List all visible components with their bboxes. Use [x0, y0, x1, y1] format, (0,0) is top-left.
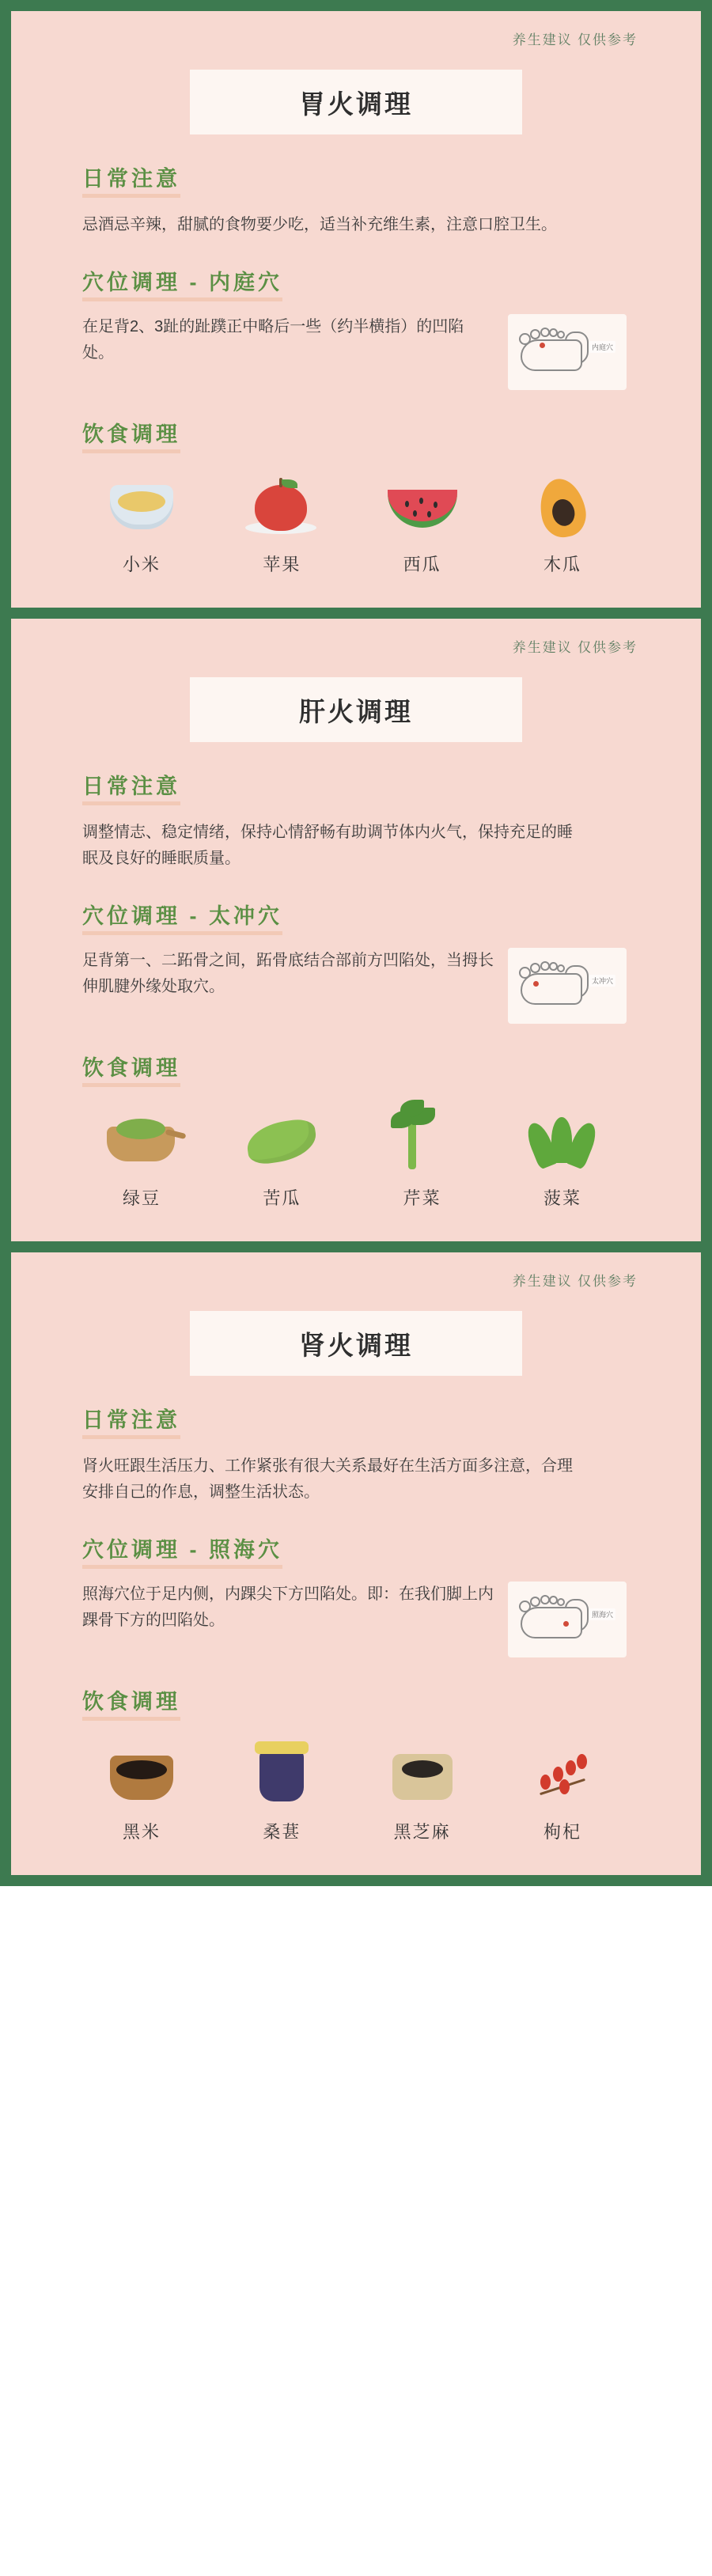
section-daily-notes — [46, 1403, 666, 1506]
food-label: 苹果 — [263, 555, 301, 574]
card-title-box — [190, 677, 522, 742]
section-heading-diet: 饮食调理 — [82, 1051, 180, 1087]
acupoint-image-label: 照海穴 — [589, 1608, 615, 1620]
card-liver-heat — [0, 619, 712, 1252]
food-label: 芹菜 — [403, 1188, 441, 1208]
watermark: 养生建议 仅供参考 — [512, 1274, 638, 1289]
food-item — [82, 474, 201, 576]
millet-bowl-icon — [100, 474, 183, 540]
food-label: 桑葚 — [263, 1822, 301, 1842]
food-label: 小米 — [122, 555, 161, 574]
daily-notes-text: 肾火旺跟生活压力、工作紧张有很大关系最好在生活方面多注意，合理安排自己的作息，调整生活状态。 — [82, 1457, 573, 1501]
papaya-icon — [521, 474, 604, 540]
section-daily-notes — [46, 161, 666, 238]
section-heading-acupoint: 穴位调理 - 太冲穴 — [82, 899, 282, 935]
food-item — [363, 474, 482, 576]
page-title: 肾火调理 — [299, 1330, 413, 1360]
section-heading-daily: 日常注意 — [82, 161, 180, 198]
food-item — [222, 1108, 341, 1210]
section-heading-daily: 日常注意 — [82, 769, 180, 805]
food-label: 黑米 — [122, 1822, 161, 1842]
section-acupoint — [46, 265, 666, 390]
section-heading-acupoint: 穴位调理 - 内庭穴 — [82, 265, 282, 301]
food-list — [46, 474, 666, 576]
acupoint-image-label: 太冲穴 — [589, 975, 615, 987]
section-heading-diet: 饮食调理 — [82, 1684, 180, 1721]
celery-icon — [381, 1108, 464, 1174]
food-label: 黑芝麻 — [393, 1822, 451, 1842]
acupoint-text: 照海穴位于足内侧，内踝尖下方凹陷处。即：在我们脚上内踝骨下方的凹陷处。 — [82, 1585, 494, 1629]
card-stomach-heat — [0, 0, 712, 619]
section-diet — [46, 417, 666, 453]
food-item — [503, 474, 622, 576]
acupoint-text: 在足背2、3趾的趾蹼正中略后一些（约半横指）的凹陷处。 — [82, 318, 464, 362]
section-diet — [46, 1051, 666, 1087]
food-item — [363, 1741, 482, 1843]
acupoint-image-label: 内庭穴 — [589, 341, 615, 353]
mulberry-jar-icon — [240, 1741, 323, 1808]
card-kidney-heat — [0, 1252, 712, 1886]
daily-notes-text: 调整情志、稳定情绪，保持心情舒畅有助调节体内火气，保持充足的睡眠及良好的睡眠质量。 — [82, 824, 573, 867]
food-list — [46, 1108, 666, 1210]
acupoint-text: 足背第一、二跖骨之间，跖骨底结合部前方凹陷处，当拇长伸肌腱外缘处取穴。 — [82, 952, 494, 995]
food-label: 西瓜 — [403, 555, 441, 574]
food-item — [363, 1108, 482, 1210]
food-label: 木瓜 — [543, 555, 581, 574]
food-item — [503, 1108, 622, 1210]
food-item — [82, 1108, 201, 1210]
food-item — [503, 1741, 622, 1843]
watermark: 养生建议 仅供参考 — [512, 32, 638, 47]
blackrice-icon — [100, 1741, 183, 1808]
watermelon-icon — [381, 474, 464, 540]
foot-diagram-icon — [519, 960, 592, 1011]
page-title: 肝火调理 — [299, 696, 413, 726]
food-item — [222, 1741, 341, 1843]
acupoint-diagram — [508, 948, 627, 1024]
daily-notes-text: 忌酒忌辛辣，甜腻的食物要少吃，适当补充维生素，注意口腔卫生。 — [82, 216, 557, 233]
food-label: 苦瓜 — [263, 1188, 301, 1208]
section-daily-notes — [46, 769, 666, 872]
mungbean-bowl-icon — [100, 1108, 183, 1174]
section-heading-diet: 饮食调理 — [82, 417, 180, 453]
page-title: 胃火调理 — [299, 89, 413, 119]
spinach-icon — [521, 1108, 604, 1174]
goji-icon — [521, 1741, 604, 1808]
card-title-box — [190, 1311, 522, 1376]
blacksesame-icon — [381, 1741, 464, 1808]
section-heading-acupoint: 穴位调理 - 照海穴 — [82, 1532, 282, 1569]
food-list — [46, 1741, 666, 1843]
foot-diagram-icon — [519, 1594, 592, 1645]
food-label: 绿豆 — [122, 1188, 161, 1208]
food-item — [222, 474, 341, 576]
bittergourd-icon — [240, 1108, 323, 1174]
section-acupoint — [46, 899, 666, 1024]
food-label: 枸杞 — [543, 1822, 581, 1842]
apple-icon — [240, 474, 323, 540]
section-heading-daily: 日常注意 — [82, 1403, 180, 1439]
food-label: 菠菜 — [543, 1188, 581, 1208]
food-item — [82, 1741, 201, 1843]
section-diet — [46, 1684, 666, 1721]
acupoint-diagram — [508, 1582, 627, 1657]
acupoint-diagram — [508, 314, 627, 390]
card-title-box — [190, 70, 522, 134]
section-acupoint — [46, 1532, 666, 1657]
watermark: 养生建议 仅供参考 — [512, 640, 638, 655]
foot-diagram-icon — [519, 327, 592, 377]
